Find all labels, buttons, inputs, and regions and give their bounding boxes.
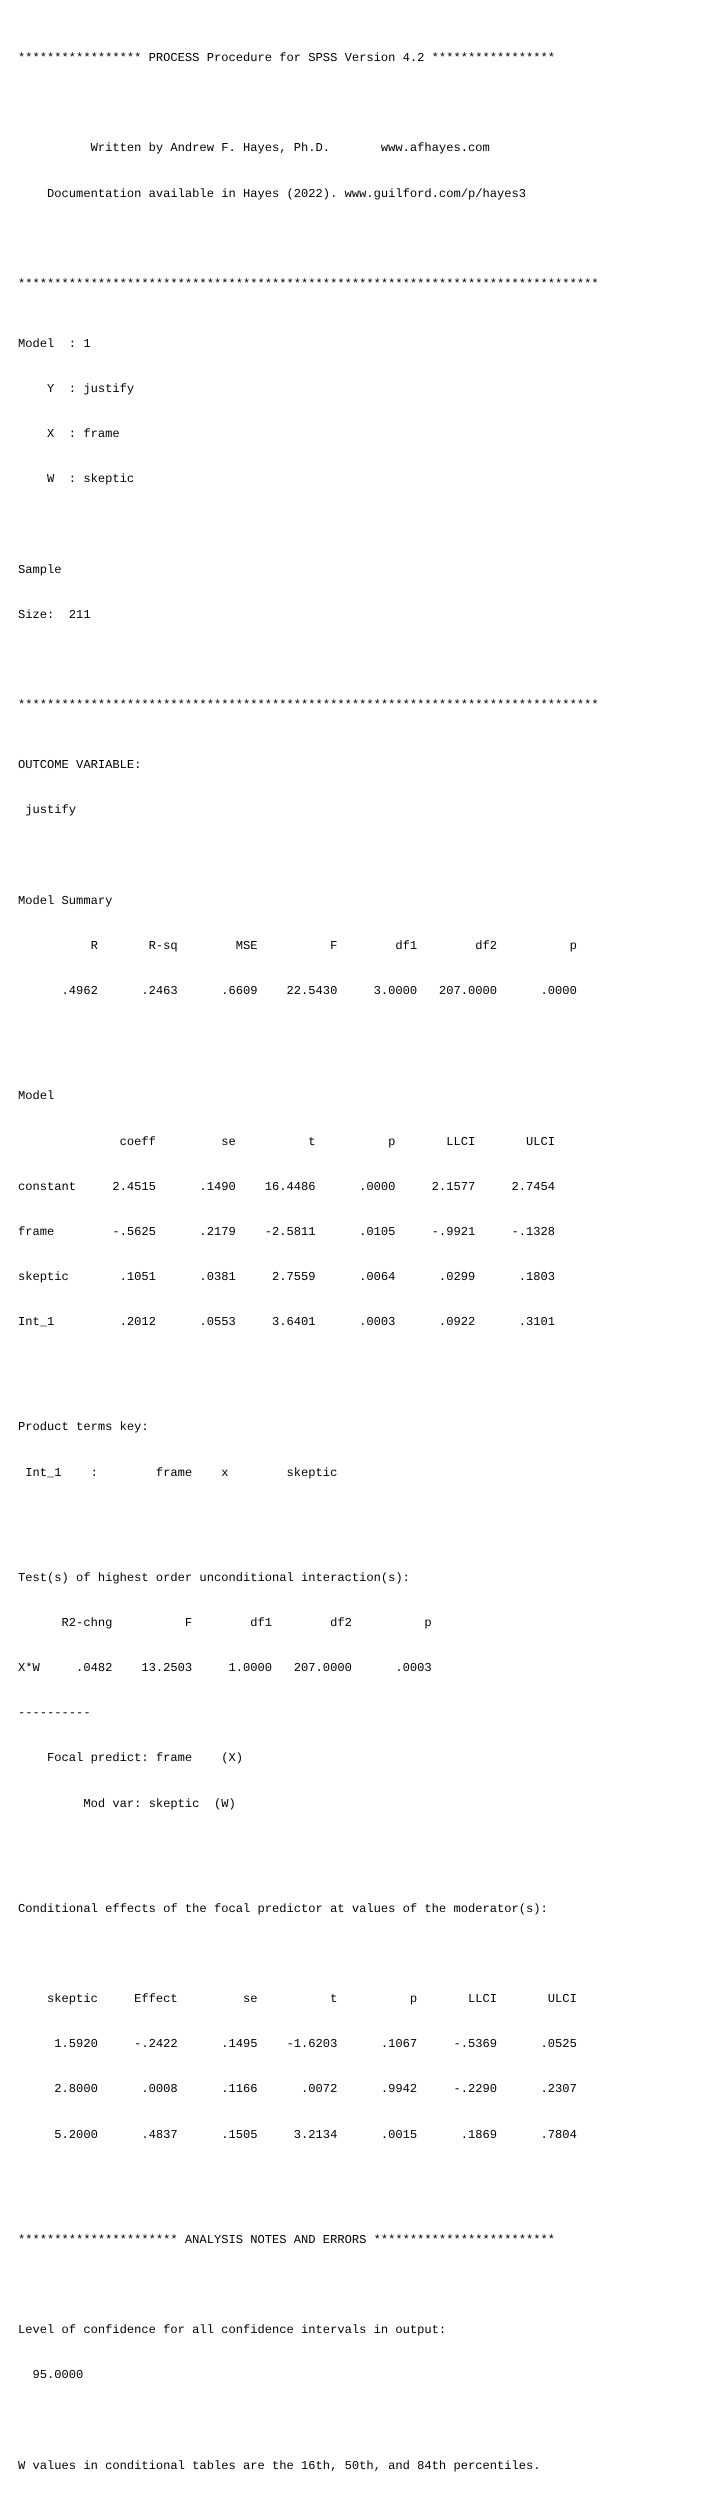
product-terms-entry: Int_1 : frame x skeptic (18, 1465, 338, 1480)
table-row: Int_1 .2012 .0553 3.6401 .0003 .0922 .3101 (18, 1315, 556, 1330)
table-row: constant 2.4515 .1490 16.4486 .0000 2.1577 2.7454 (18, 1179, 556, 1194)
spacer (18, 1511, 698, 1526)
outcome-variable-name: justify (18, 803, 77, 818)
table-row: frame -.5625 .2179 -2.5811 .0105 -.9921 -.1328 (18, 1224, 556, 1239)
model-number-line: Model : 1 (18, 337, 91, 352)
author-credit-line: Written by Andrew F. Hayes, Ph.D. www.afhayes.com (18, 141, 490, 156)
interaction-test-header-row: R2-chng F df1 df2 p (18, 1616, 432, 1631)
model-coefficients-header-row: coeff se t p LLCI ULCI (18, 1134, 556, 1149)
asterisk-rule: ******************************************************************************** (18, 698, 599, 713)
spacer (18, 653, 698, 668)
percentiles-note: W values in conditional tables are the 16th, 50th, and 84th percentiles. (18, 2458, 541, 2473)
model-summary-value-row: .4962 .2463 .6609 22.5430 3.0000 207.0000 .0000 (18, 984, 577, 999)
documentation-credit-line: Documentation available in Hayes (2022). www.guilford.com/p/hayes3 (18, 186, 527, 201)
mod-var-line: Mod var: skeptic (W) (18, 1796, 236, 1811)
spacer (18, 1029, 698, 1044)
outcome-variable-heading: OUTCOME VARIABLE: (18, 758, 142, 773)
model-y-line: Y : justify (18, 382, 135, 397)
process-output-text (18, 6, 698, 2504)
spacer (18, 2173, 698, 2188)
product-terms-heading: Product terms key: (18, 1420, 149, 1435)
model-w-line: W : skeptic (18, 472, 135, 487)
spacer (18, 518, 698, 533)
spacer (18, 232, 698, 247)
spacer (18, 1842, 698, 1857)
table-row: 1.5920 -.2422 .1495 -1.6203 .1067 -.5369 .0525 (18, 2037, 577, 2052)
dash-rule: ---------- (18, 1706, 91, 1721)
spacer (18, 849, 698, 864)
sample-size-line: Size: 211 (18, 607, 91, 622)
spacer (18, 1947, 698, 1962)
spacer (18, 96, 698, 111)
asterisk-rule: ******************************************************************************** (18, 276, 599, 291)
table-row: 5.2000 .4837 .1505 3.2134 .0015 .1869 .7804 (18, 2127, 577, 2142)
interaction-test-heading: Test(s) of highest order unconditional interaction(s): (18, 1570, 410, 1585)
analysis-notes-banner: ********************** ANALYSIS NOTES AND ERRORS ************************* (18, 2232, 556, 2247)
focal-predict-line: Focal predict: frame (X) (18, 1751, 243, 1766)
model-summary-header-row: R R-sq MSE F df1 df2 p (18, 938, 577, 953)
confidence-level-heading: Level of confidence for all confidence intervals in output: (18, 2323, 447, 2338)
confidence-level-value: 95.0000 (18, 2368, 84, 2383)
table-row: skeptic .1051 .0381 2.7559 .0064 .0299 .1803 (18, 1269, 556, 1284)
model-summary-heading: Model Summary (18, 893, 113, 908)
model-coefficients-heading: Model (18, 1089, 55, 1104)
model-x-line: X : frame (18, 427, 120, 442)
table-row: 2.8000 .0008 .1166 .0072 .9942 -.2290 .2307 (18, 2082, 577, 2097)
conditional-effects-header-row: skeptic Effect se t p LLCI ULCI (18, 1992, 577, 2007)
spacer (18, 1360, 698, 1375)
sample-heading: Sample (18, 562, 62, 577)
table-row: X*W .0482 13.2503 1.0000 207.0000 .0003 (18, 1661, 432, 1676)
spacer (18, 2414, 698, 2429)
conditional-effects-heading: Conditional effects of the focal predictor at values of the moderator(s): (18, 1901, 548, 1916)
banner-title-line: ***************** PROCESS Procedure for SPSS Version 4.2 ***************** (18, 51, 556, 66)
spacer (18, 2278, 698, 2293)
